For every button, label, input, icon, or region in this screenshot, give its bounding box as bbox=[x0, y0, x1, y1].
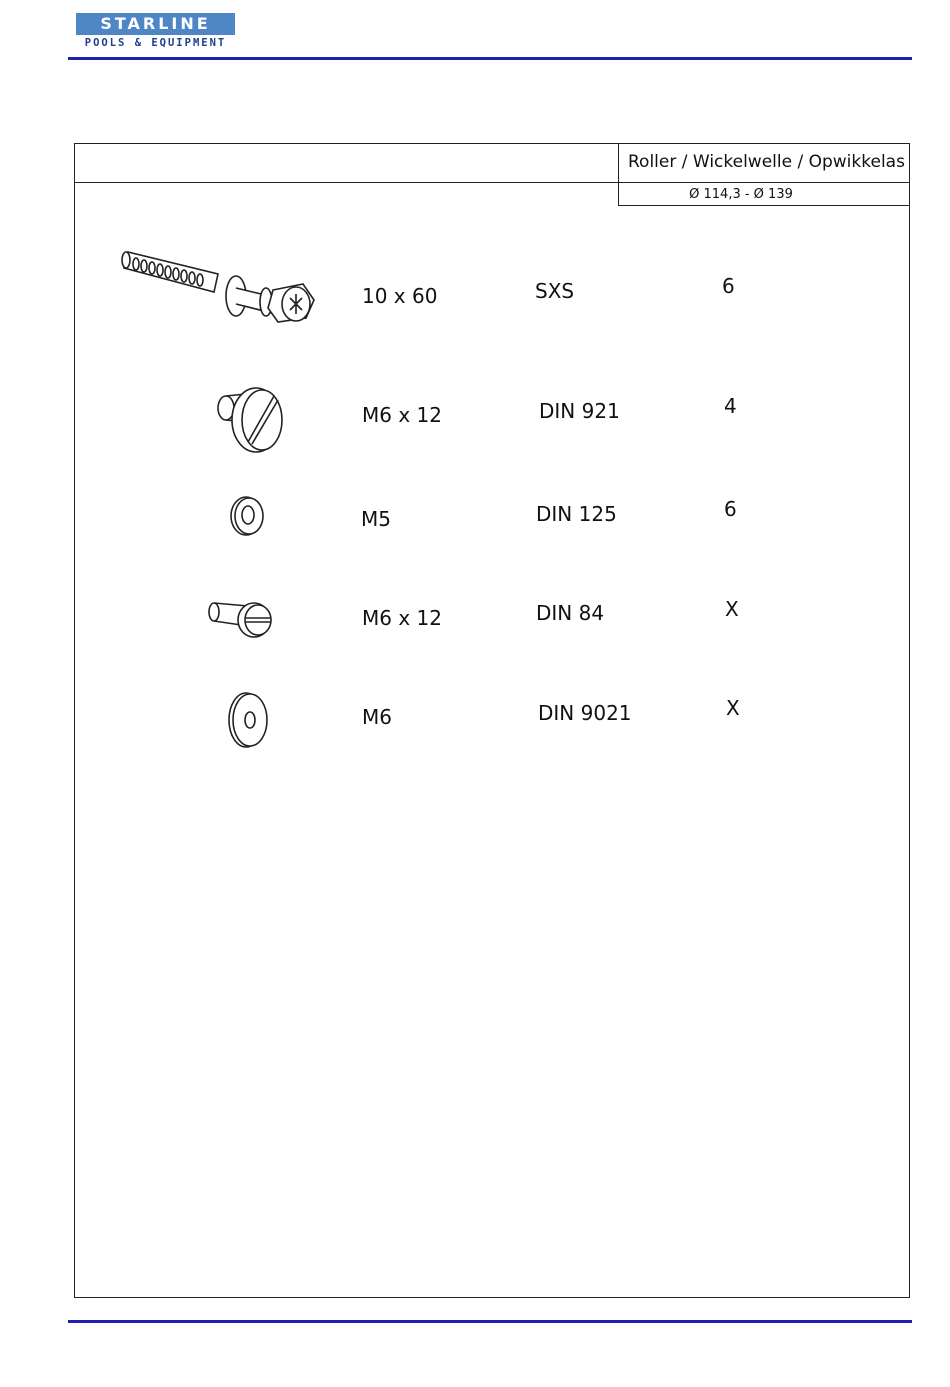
logo-tagline: POOLS & EQUIPMENT bbox=[76, 35, 235, 51]
footer-rule bbox=[68, 1320, 912, 1323]
washer-icon bbox=[228, 494, 268, 538]
header-rule bbox=[68, 57, 912, 60]
part-standard: DIN 84 bbox=[536, 601, 605, 625]
part-size: M6 x 12 bbox=[362, 606, 442, 630]
part-quantity: 4 bbox=[724, 394, 737, 418]
part-size: M6 x 12 bbox=[362, 403, 442, 427]
table-subtitle: Ø 114,3 - Ø 139 bbox=[689, 187, 793, 202]
part-size: M5 bbox=[361, 507, 391, 531]
part-size: M6 bbox=[362, 705, 392, 729]
slotted-screw-icon bbox=[206, 598, 274, 640]
part-standard: DIN 125 bbox=[536, 502, 617, 526]
part-quantity: X bbox=[726, 696, 740, 720]
starline-logo bbox=[76, 13, 236, 53]
part-standard: SXS bbox=[535, 279, 575, 303]
part-quantity: X bbox=[725, 597, 739, 621]
anchor-bolt-icon bbox=[118, 238, 328, 334]
part-size: 10 x 60 bbox=[362, 284, 438, 308]
logo-wordmark: STARLINE bbox=[76, 13, 235, 35]
table-title: Roller / Wickelwelle / Opwikkelas bbox=[628, 152, 905, 172]
part-quantity: 6 bbox=[724, 497, 737, 521]
part-standard: DIN 921 bbox=[539, 399, 620, 423]
part-quantity: 6 bbox=[722, 274, 735, 298]
slotted-cheese-head-screw-icon bbox=[212, 380, 288, 458]
header-divider bbox=[75, 182, 909, 183]
subtitle-divider bbox=[618, 205, 909, 206]
part-standard: DIN 9021 bbox=[538, 701, 632, 725]
large-washer-icon bbox=[226, 690, 272, 750]
